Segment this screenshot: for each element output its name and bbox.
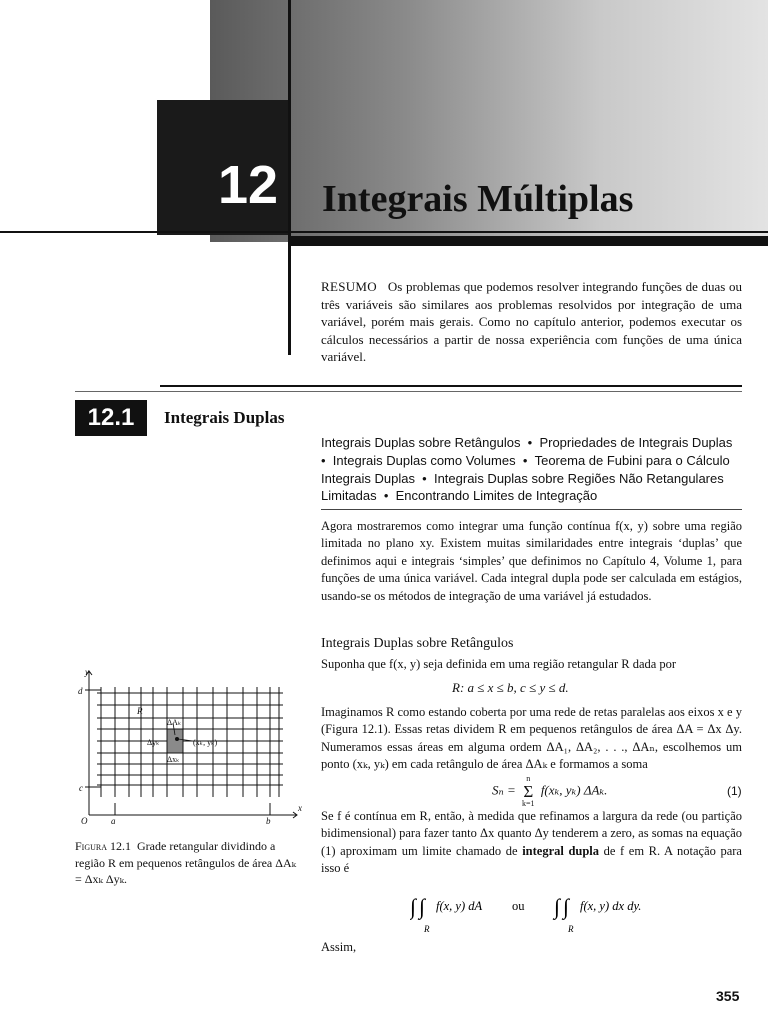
intro-paragraph: Agora mostraremos como integrar uma função contínua f(x, y) sobre uma região limitada no plano xy. Existem muitas similaridades entre integrais ‘duplas’ que definimos aqui e integrais ‘simples’ que definimos no Capítulo 4, Volume 1, para funções de uma única variável. Cada integral dupla pode ser calculada em estágios, usando-se os métodos de integração de uma variável já estudados. [321,519,742,603]
paragraph: Imaginamos R como estando coberta por uma rede de retas paralelas aos eixos x e y (Figura 12.1). Essas retas dividem R em pequenos retângulos de área ΔA = Δx Δy. Numeramos essas áreas em alguma ordem ΔA₁, ΔA₂, . . ., ΔAₙ, escolhemos um ponto (xₖ, yₖ) em cada retângulo de área ΔAₖ e formamos a soma [321,705,742,772]
paragraph-text: Se f é contínua em R, então, à medida que refinamos a largura da rede (ou partição bidimensional) para fazer tanto Δx quanto Δy tenderem a zero, as somas na equação (1) aproximam um limite chamado de [321,809,742,858]
region-formula: R: a ≤ x ≤ b, c ≤ y ≤ d. [452,680,569,695]
chapter-title: Integrais Múltiplas [322,178,634,220]
topic: Integrais Duplas sobre Retângulos [321,435,521,450]
summary-label: RESUMO [321,279,377,294]
point-label: (xₖ, yₖ) [193,738,218,747]
integral-sign-icon: ∫ [563,894,570,919]
integral-sign-icon: ∫ [554,894,561,919]
header-horizontal-rule [0,231,768,233]
d-label: d [78,686,83,696]
figure-caption [75,838,305,888]
delta-y-label: Δyₖ [147,738,160,747]
paragraph [321,808,742,878]
caption-number: 12.1 [110,839,132,853]
summary-text: Os problemas que podemos resolver integrando funções de duas ou três variáveis são similares aos problemas resolvidos por integração de uma variável, porém mais gerais. Como no capítulo anterior, podemos executar os cálculos necessários a partir de nossa experiência com funções de uma única variável. [321,279,742,365]
delta-a-label: ΔAₖ [167,718,182,727]
integral-sign-icon: ∫ [410,894,417,919]
paragraph: Suponha que f(x, y) seja definida em uma região retangular R dada por [321,657,677,671]
sum-lower-limit: k=1 [522,799,535,808]
sum-lhs: Sₙ = [492,782,516,798]
paragraph-text: de f em R. A notação para isso é [321,843,742,876]
topic: Integrais Duplas sobre Regiões Não Retangulares Limitadas [321,470,724,504]
section-rule-thin [75,391,742,392]
topic: Teorema de Fubini para o Cálculo Integrais Duplas [321,452,730,486]
section-topics: Integrais Duplas sobre Retângulos • Propriedades de Integrais Duplas • Integrais Duplas como Volumes • Teorema de Fubini para o Cálculo Integrais Duplas • Integrais Duplas sobre Regiões Não Retangulares Limitadas • Encontrando Limites de Integração [321,435,733,504]
section-title: Integrais Duplas [164,408,285,427]
b-label: b [266,816,271,825]
a-label: a [111,816,116,825]
sigma-icon: Σ [523,782,534,801]
integral-or: ou [512,899,525,913]
origin-label: O [81,816,88,825]
page-number: 355 [716,988,740,1004]
integral-region: R [424,924,430,934]
term-integral-dupla: integral dupla [522,843,600,858]
caption-label: Figura [75,839,108,853]
header-vertical-rule [288,0,291,355]
integral-region: R [568,924,574,934]
subsection-title: Integrais Duplas sobre Retângulos [321,636,514,651]
x-axis-label: x [298,803,302,813]
double-integral-notation [410,890,710,936]
paragraph: Assim, [321,940,357,954]
topic: Integrais Duplas como Volumes [332,452,516,468]
topic: Propriedades de Integrais Duplas [539,435,733,450]
section-rule [160,385,742,387]
topics-rule [321,509,742,510]
section-number-badge: 12.1 [75,400,147,436]
integral-2: f(x, y) dx dy. [580,899,642,913]
chapter-number: 12 [218,155,279,215]
delta-x-label: Δxₖ [167,755,180,764]
riemann-sum-equation [492,775,607,808]
equation-number: (1) [727,784,742,798]
integral-1: f(x, y) dA [436,899,483,913]
topic: Encontrando Limites de Integração [395,488,598,504]
sum-rhs: f(xₖ, yₖ) ΔAₖ. [540,782,608,798]
figure-grid-diagram [75,665,305,825]
region-label: R [137,706,143,716]
y-axis-label: y [85,667,89,677]
header-thick-bar [290,236,768,246]
c-label: c [79,783,83,793]
caption-text: Grade retangular dividindo a região R em pequenos retângulos de área ΔAₖ = Δxₖ Δyₖ. [75,839,297,886]
sum-upper-limit: n [526,774,531,783]
integral-sign-icon: ∫ [419,894,426,919]
chapter-summary [321,278,742,366]
